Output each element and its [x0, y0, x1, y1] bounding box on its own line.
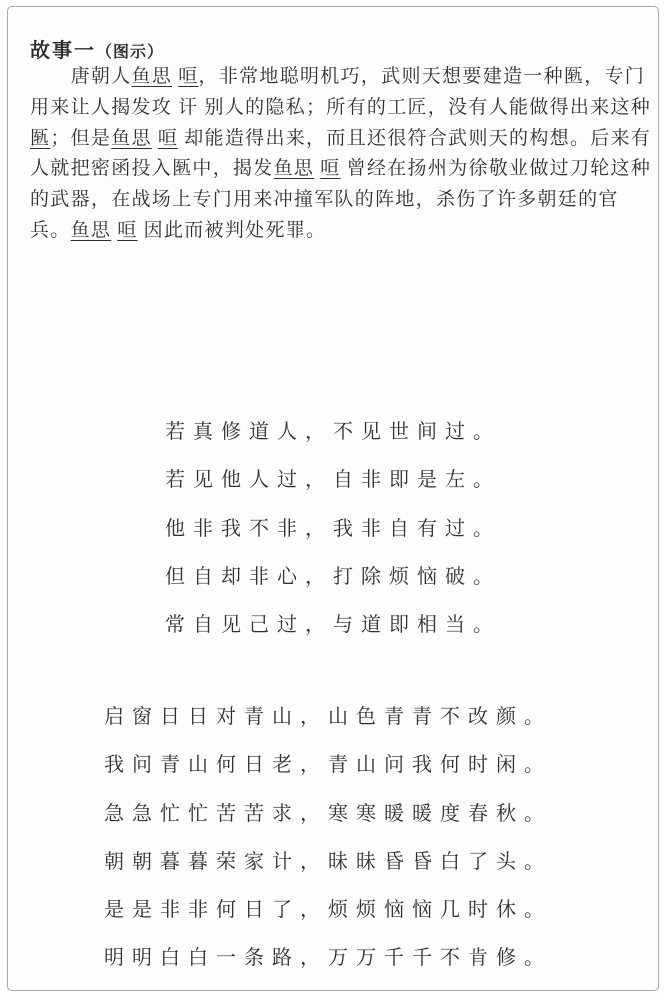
paragraph-line — [30, 216, 640, 247]
story-title — [30, 34, 164, 63]
proper-name-underlined: 咺 — [320, 158, 341, 180]
proper-name-underlined: 咺 — [157, 127, 179, 149]
proper-name-underlined: 咺 — [178, 66, 199, 87]
poem-line: 常自见己过，与道即相当。 — [165, 614, 501, 637]
paragraph-text: ，非常地聪明机巧，武则天想要建造一种匦，专门 — [198, 66, 646, 87]
poem-line: 他非我不非，我非自有过。 — [165, 517, 501, 540]
paragraph-text: 却能造得出来，而且还很符合武则天的构想。后来有 — [178, 127, 652, 149]
paragraph-line — [30, 93, 652, 124]
poem-line: 我问青山何日老，青山问我何时闲。 — [104, 754, 552, 777]
poem-line: 朝朝暮暮荣家计，昧昧昏昏白了头。 — [104, 850, 552, 873]
poem-one — [165, 408, 501, 649]
paragraph-line — [30, 154, 652, 185]
poem-line: 是是非非何日了，烦烦恼恼几时休。 — [104, 899, 552, 922]
paragraph-line — [30, 185, 640, 216]
poem-line: 若真修道人，不见世间过。 — [165, 421, 501, 443]
proper-name-underlined: 鱼思 — [70, 219, 112, 241]
paragraph-text: 的武器，在战场上专门用来冲撞军队的阵地，杀伤了许多朝廷的官 — [30, 189, 619, 211]
paragraph-text: 人就把密函投入匦中，揭发 — [30, 158, 274, 180]
story-title-main: 故事一 — [30, 40, 96, 62]
poem-line: 明明白白一条路，万万千千不肯修。 — [104, 947, 552, 970]
poem-line: 启窗日日对青山，山色青青不改颜。 — [104, 706, 552, 728]
paragraph-line — [30, 124, 652, 155]
proper-name-underlined: 鱼思 — [111, 127, 152, 149]
poem-line: 急急忙忙苦苦求，寒寒暖暖度春秋。 — [104, 802, 552, 825]
proper-name-underlined: 咺 — [117, 219, 138, 241]
proper-name-underlined: 匦 — [30, 127, 51, 149]
paragraph-text: 唐朝人 — [30, 66, 132, 87]
proper-name-underlined: 鱼思 — [131, 66, 173, 87]
paragraph-text: 用来让人揭发攻 讦 别人的隐私；所有的工匠，没有人能做得出来这种 — [30, 96, 652, 118]
paragraph-line — [30, 62, 646, 93]
paragraph-text: 兵。 — [30, 219, 71, 241]
paragraph-text: ；但是 — [50, 127, 112, 149]
poem-two — [104, 693, 552, 983]
paragraph-text: 曾经在扬州为徐敬业做过刀轮这种 — [340, 158, 652, 180]
story-paragraph — [30, 62, 652, 247]
story-title-sub: （图示） — [96, 44, 165, 61]
poem-line: 若见他人过，自非即是左。 — [165, 469, 501, 492]
paragraph-text: 因此而被判处死罪。 — [137, 219, 327, 241]
poem-line: 但自却非心，打除烦恼破。 — [165, 565, 501, 588]
proper-name-underlined: 鱼思 — [273, 158, 315, 180]
